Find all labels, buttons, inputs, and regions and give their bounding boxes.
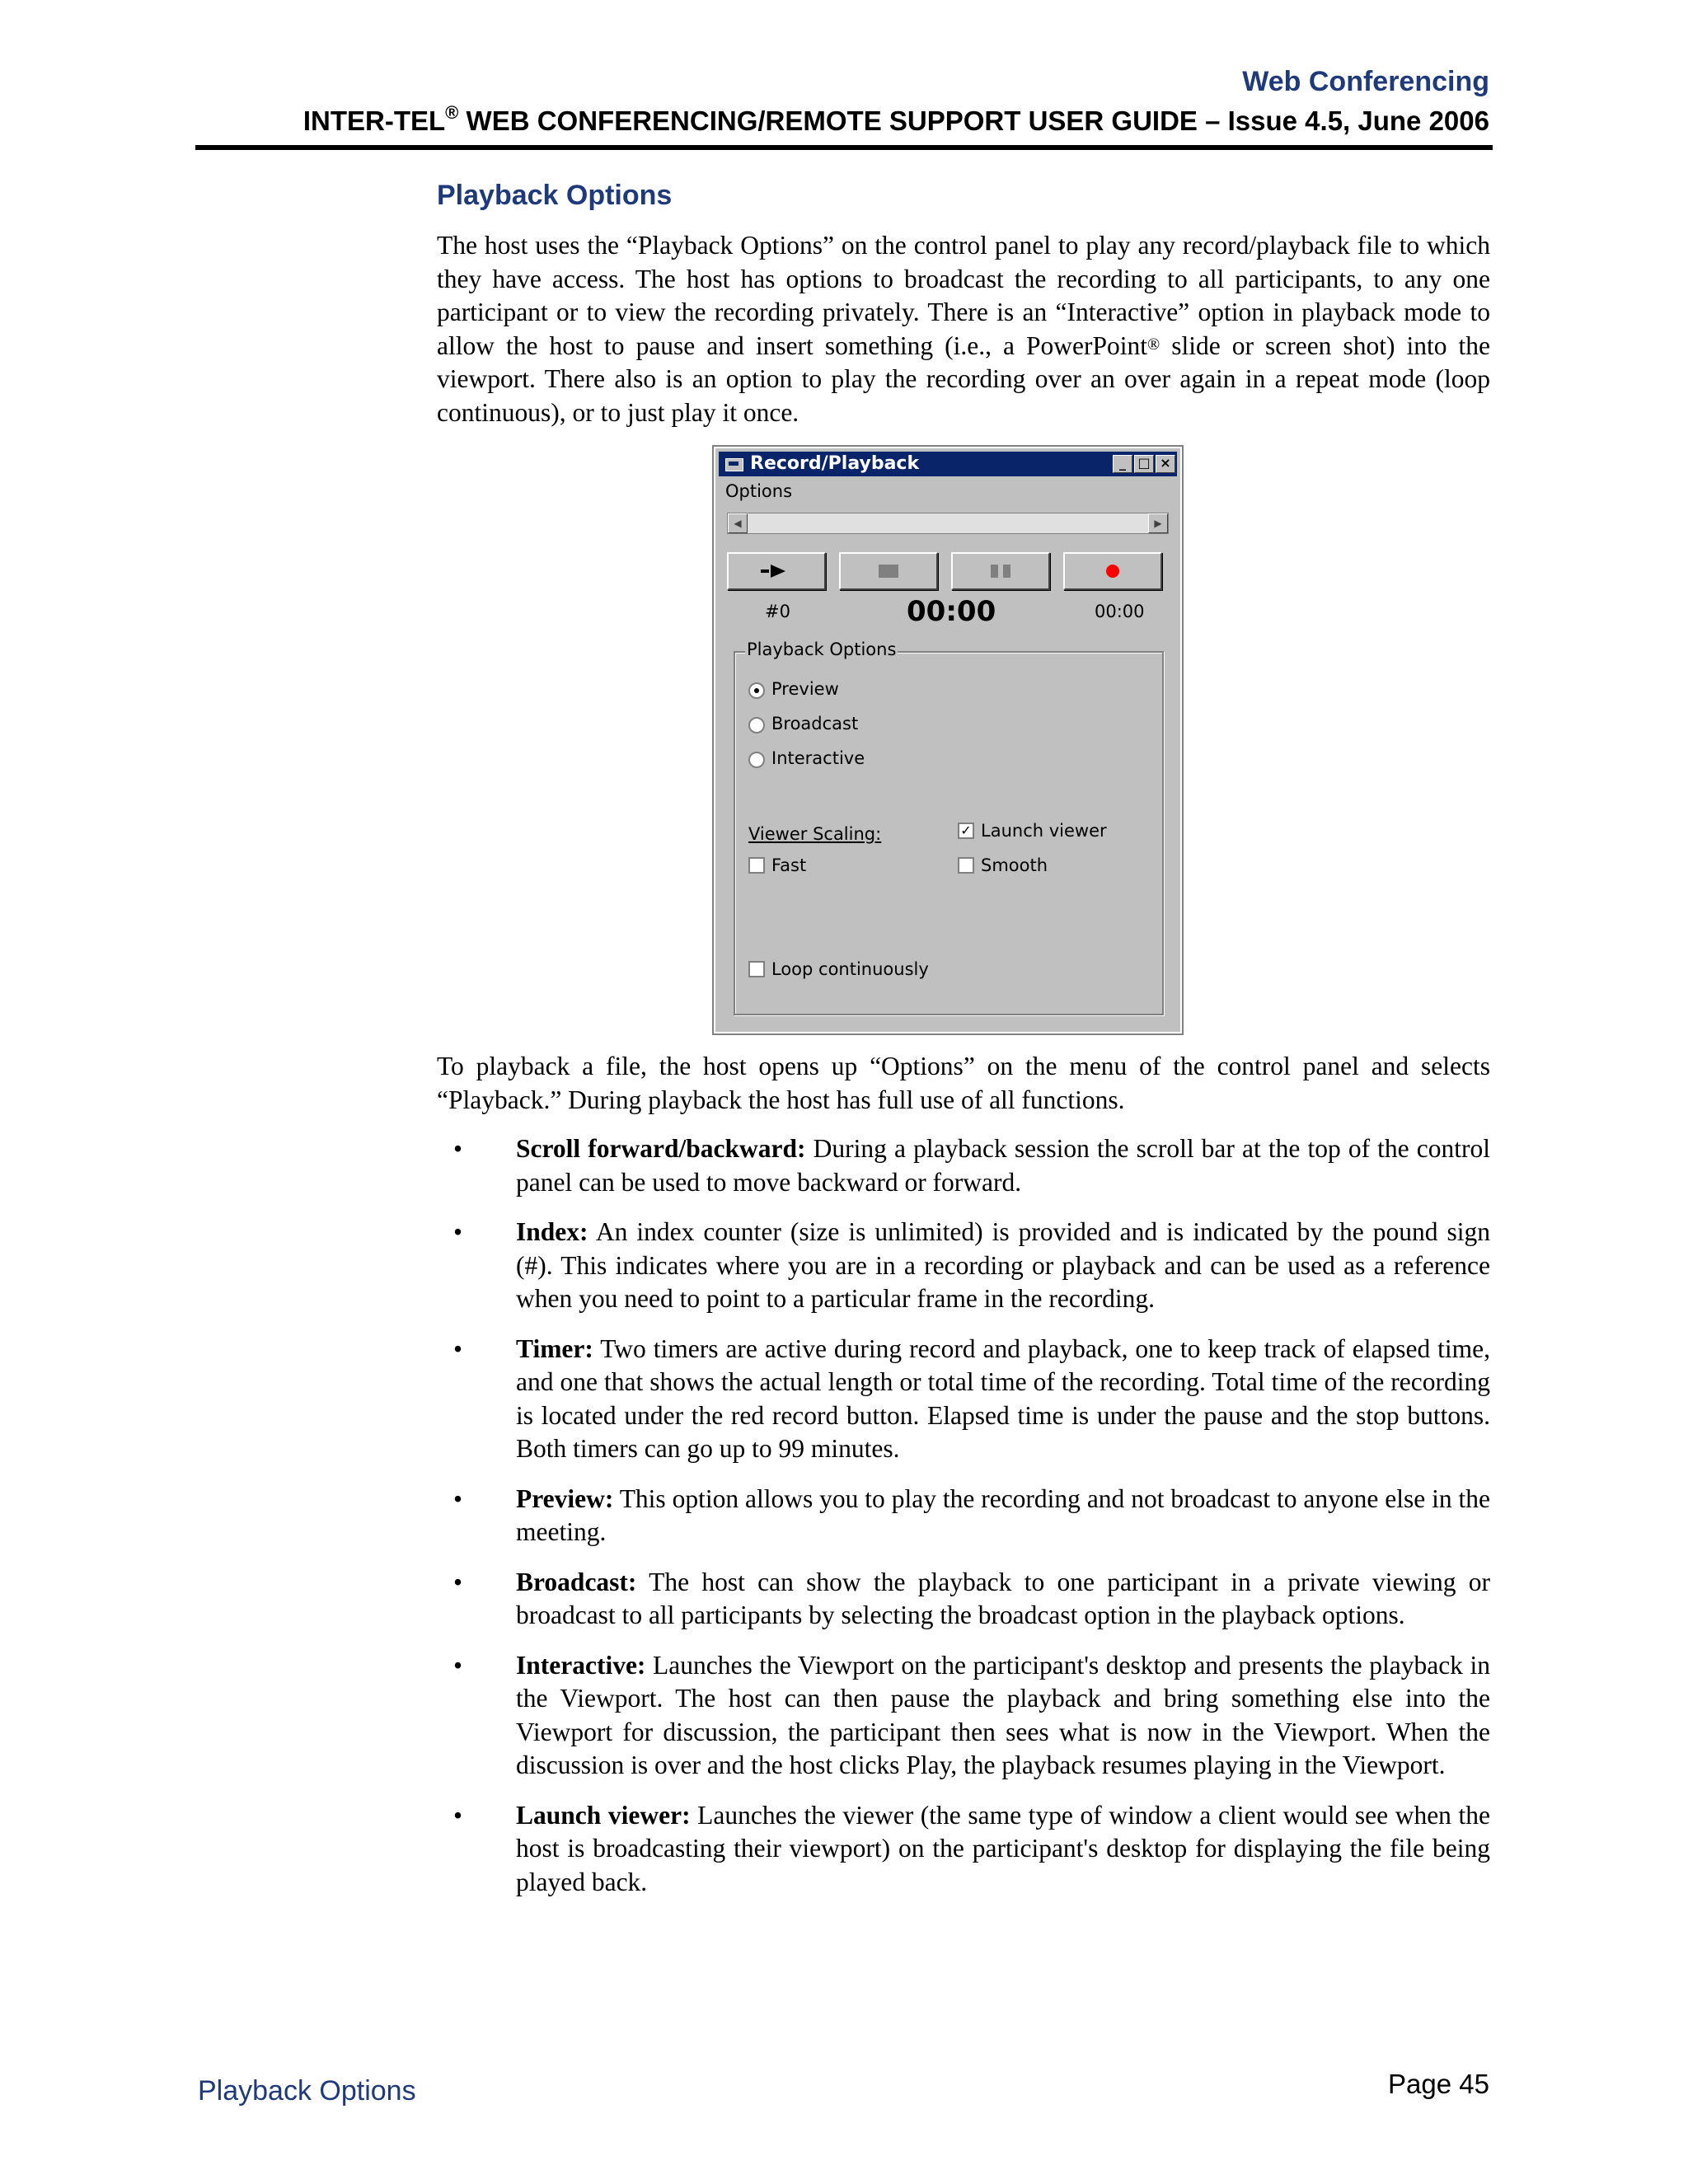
header-section-title: Web Conferencing	[1242, 66, 1489, 97]
radio-preview[interactable]	[748, 682, 765, 699]
bullet-term: Interactive:	[516, 1650, 646, 1680]
playback-options-legend: Playback Options	[747, 640, 897, 659]
intro-text-1: The host uses the “Playback Options” on the control panel to play any record/playback file to which they have access. The host has options to broadcast the recording to all participants, to any one participant or to view the recording privately. There is an “Interactive” option in playback mode to allow the host to pause and insert something (i.e., a PowerPoint	[437, 231, 1490, 360]
list-item	[437, 1799, 1490, 1900]
play-button[interactable]	[727, 552, 826, 590]
maximize-icon[interactable]: □	[1134, 455, 1154, 473]
viewer-scaling-label: Viewer Scaling:	[748, 824, 882, 844]
list-item	[437, 1566, 1490, 1633]
footer-section-link[interactable]: Playback Options	[198, 2075, 416, 2107]
guide-title-rest: WEB CONFERENCING/REMOTE SUPPORT USER GUIDE – Issue 4.5, June 2006	[458, 105, 1489, 136]
options-menu[interactable]: Options	[725, 481, 793, 501]
smooth-checkbox[interactable]	[958, 857, 974, 874]
page-number: Page 45	[1388, 2069, 1489, 2099]
guide-brand: INTER-TEL	[302, 105, 446, 136]
bullet-mark: •	[453, 1217, 463, 1246]
bullet-mark: •	[453, 1483, 463, 1513]
registered-mark: ®	[1146, 335, 1160, 354]
pause-icon	[991, 565, 1010, 578]
bullet-term: Index:	[516, 1217, 588, 1246]
close-icon[interactable]: ×	[1156, 455, 1175, 473]
bullet-text: Launches the Viewport on the participant's desktop and presents the playback in the Viewport. The host can then pause the playback and bring something else into the Viewport for discussion, the participant then sees what is now in the Viewport. When the discussion is over and the host clicks Play, the playback resumes playing in the Viewport.	[516, 1650, 1490, 1779]
radio-broadcast[interactable]	[748, 717, 765, 733]
intro-text-2: slide or screen shot) into the viewport. There also is an option to play the recording over an over again in a repeat mode (loop continuous), or to just play it once.	[437, 330, 1490, 427]
scroll-left-icon[interactable]: ◀	[728, 513, 748, 533]
dialog-title-bar	[719, 452, 1177, 476]
bullet-text: During a playback session the scroll bar at the top of the control panel can be used to move backward or forward.	[516, 1134, 1490, 1197]
bullet-term: Preview:	[516, 1483, 614, 1513]
radio-interactive[interactable]	[748, 752, 765, 768]
radio-preview-label[interactable]: Preview	[771, 679, 839, 699]
fast-checkbox[interactable]	[748, 857, 765, 874]
bullet-text: This option allows you to play the recording and not broadcast to anyone else in the meeting.	[516, 1483, 1490, 1546]
list-item	[437, 1483, 1490, 1549]
radio-interactive-label[interactable]: Interactive	[771, 748, 865, 768]
launch-viewer-checkbox[interactable]: ✓	[958, 823, 974, 839]
record-button[interactable]	[1063, 552, 1162, 590]
minimize-icon[interactable]: _	[1113, 455, 1132, 473]
bullet-term: Broadcast:	[516, 1567, 637, 1596]
header-guide-title	[302, 102, 1489, 137]
dialog-title: Record/Playback	[750, 453, 920, 474]
list-item	[437, 1216, 1490, 1316]
playback-scrollbar[interactable]	[727, 513, 1169, 534]
playback-paragraph: To playback a file, the host opens up “Options” on the menu of the control panel and selects “Playback.” During playback the host has full use of all functions.	[437, 1052, 1490, 1114]
index-counter: #0	[765, 602, 790, 621]
bullet-text: Launches the viewer (the same type of window a client would see when the host is broadcasting their viewport) on the participant's desktop for displaying the file being played back.	[516, 1800, 1490, 1896]
smooth-label[interactable]: Smooth	[981, 855, 1048, 875]
scroll-right-icon[interactable]: ▶	[1148, 513, 1168, 533]
list-item	[437, 1333, 1490, 1466]
bullet-mark: •	[453, 1567, 463, 1596]
radio-broadcast-label[interactable]: Broadcast	[771, 714, 859, 733]
bullet-mark: •	[453, 1800, 463, 1830]
bullet-term: Timer:	[516, 1333, 593, 1363]
pause-button[interactable]	[951, 552, 1050, 590]
bullet-term: Scroll forward/backward:	[516, 1134, 806, 1163]
loop-checkbox[interactable]	[748, 961, 765, 977]
fast-label[interactable]: Fast	[771, 855, 807, 875]
record-playback-dialog	[714, 447, 1182, 1033]
section-title: Playback Options	[437, 180, 673, 211]
list-item	[437, 1132, 1490, 1199]
feature-list	[437, 1132, 1490, 1915]
bullet-mark: •	[453, 1134, 463, 1163]
bullet-term: Launch viewer:	[516, 1800, 691, 1830]
launch-viewer-label[interactable]: Launch viewer	[981, 821, 1107, 841]
stop-button[interactable]	[839, 552, 938, 590]
bullet-text: The host can show the playback to one participant in a private viewing or broadcast to all participants by selecting the broadcast option in the playback options.	[516, 1567, 1490, 1629]
loop-label[interactable]: Loop continuously	[771, 959, 929, 979]
app-window-icon	[725, 458, 743, 471]
header-rule	[195, 145, 1493, 150]
total-timer: 00:00	[1095, 602, 1145, 621]
record-icon	[1106, 565, 1119, 578]
bullet-mark: •	[453, 1333, 463, 1363]
elapsed-timer: 00:00	[907, 595, 996, 628]
bullet-mark: •	[453, 1650, 463, 1680]
bullet-text: Two timers are active during record and playback, one to keep track of elapsed time, and one that shows the actual length or total time of the recording. Total time of the recording is located under the red record button. Elapsed time is under the pause and the stop buttons. Both timers can go up to 99 minutes.	[516, 1333, 1490, 1463]
bullet-text: An index counter (size is unlimited) is provided and is indicated by the pound sign (#). This indicates where you are in a recording or playback and can be used as a reference when you need to point to a particular frame in the recording.	[516, 1217, 1490, 1313]
list-item	[437, 1649, 1490, 1783]
play-icon	[767, 565, 785, 578]
intro-paragraph	[437, 229, 1490, 429]
stop-icon	[879, 565, 898, 578]
registered-mark: ®	[445, 102, 459, 123]
